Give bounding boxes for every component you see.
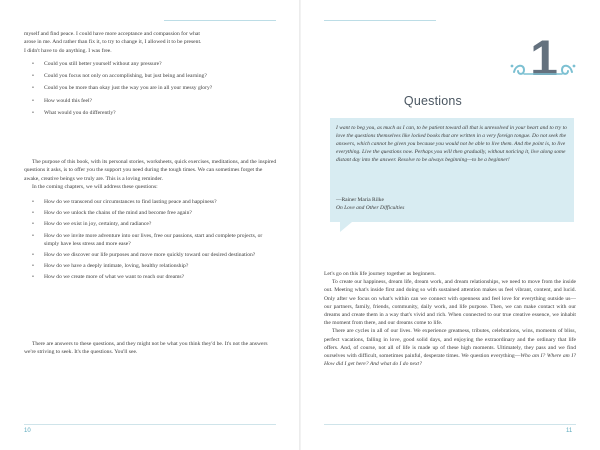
chapter-question-list bbox=[24, 198, 264, 282]
list-item: • Could you be more than okay just the way you are in all your messy glory? bbox=[24, 84, 224, 92]
body-paragraph: Let's go on this life journey together as beginners. bbox=[324, 271, 436, 277]
page-number-left: 10 bbox=[24, 428, 31, 434]
epigraph-work: On Love and Other Difficulties bbox=[336, 205, 405, 212]
list-item: • How do we unlock the chains of the mind and become free again? bbox=[24, 209, 264, 217]
coming-chapters-line: In the coming chapters, we will address these questions: bbox=[32, 183, 158, 190]
left-intro bbox=[24, 30, 278, 55]
intro-question-list bbox=[24, 60, 224, 117]
list-item: • Could you still better yourself without any pressure? bbox=[24, 60, 224, 68]
body-paragraph bbox=[324, 327, 576, 368]
epigraph-author: —Rainer Maria Rilke bbox=[336, 197, 384, 203]
list-item: • Could you focus not only on accomplishing, but just being and learning? bbox=[24, 72, 224, 80]
body-paragraph-text: There are cycles in all of our lives. We experience greatness, tributes, celebrations, wins, moments of bliss, perfect vacations, falling in love, good solid days, and enjoying the extraordinary and the ordinary that life offers. And, of course, not all of life is made up of these high moments. Ultimately, they pass and we find ourselves with difficult, sometimes painful, desperate times. We question everything— bbox=[324, 328, 576, 360]
list-item: • How would this feel? bbox=[24, 97, 224, 105]
list-item: • How do we exist in joy, certainty, and radiance? bbox=[24, 220, 264, 228]
intro-line: myself and find peace. I could have more acceptance and compassion for what bbox=[24, 31, 200, 37]
list-item: • How do we create more of what we want to reach our dreams? bbox=[24, 273, 264, 281]
list-item: • How do we transcend our circumstances to find lasting peace and happiness? bbox=[24, 198, 264, 206]
list-item: • How do we have a deeply intimate, loving, healthy relationship? bbox=[24, 262, 264, 270]
chapter-number: 1 bbox=[530, 30, 558, 86]
left-bottom-rule bbox=[24, 424, 276, 425]
epigraph-text: I want to beg you, as much as I can, to be patient toward all that is unresolved in your heart and to try to love the questions themselves like locked books that are written in a very foreign tongue. Do not seek the answers, which cannot be given you because you would not be able to live them. And the point is, to live everything. Live the questions now. Perhaps you will then gradually, without noticing it, live along some distant day into the answer. Resolve to be always beginning—to be a beginner! bbox=[336, 125, 567, 164]
page-number-right: 11 bbox=[566, 428, 573, 434]
swirl-ornament-icon bbox=[510, 50, 576, 80]
body-paragraph-italic: Who am I? Where am I? How did I get here? And what do I do next? bbox=[324, 353, 576, 368]
purpose-block bbox=[24, 158, 278, 191]
right-top-rule bbox=[324, 20, 436, 21]
intro-line: I didn't have to do anything. I was free. bbox=[24, 47, 112, 54]
list-item: • How do we invite more adventure into our lives, free our passions, start and complete projects, or simply have less stress and more ease? bbox=[24, 232, 264, 248]
purpose-paragraph: The purpose of this book, with its personal stories, worksheets, quick exercises, meditations, and the inspired questions it asks, is to offer you the support you need during the tough times. We can sometimes forget the awake, creative beings we truly are. This is a loving reminder. bbox=[24, 159, 277, 182]
epigraph-tail bbox=[340, 222, 352, 232]
left-top-rule bbox=[164, 20, 276, 21]
list-item: • What would you do differently? bbox=[24, 109, 224, 117]
list-item: • How do we discover our life purposes and move more quickly toward our desired destination? bbox=[24, 251, 264, 259]
right-body-text bbox=[324, 270, 576, 368]
right-bottom-rule bbox=[324, 424, 576, 425]
closing-paragraph: There are answers to these questions, and they might not be what you think they'd be. It's not the answers we're striving to seek. It's the questions. You'll see. bbox=[24, 341, 268, 356]
body-paragraph: To create our happiness, dream life, dream work, and dream relationships, we need to move from the inside out. Meeting what's inside first and doing so with sustained attention makes us feel vibrant, content, and lucid. Only after we focus on what's within can we connect with openness and feel love for everything outside us—our partners, family, friends, community, daily work, and life purpose. Then, we can make contact with our dreams and create them in a way that's vivid and rich. When connected to our true creative essence, we inhabit the moment from there, and our dreams come to life. bbox=[324, 279, 576, 327]
intro-line: arose in me. And rather than fix it, to try to change it, I allowed it to be present. bbox=[24, 39, 202, 46]
epigraph-attribution bbox=[336, 196, 570, 212]
chapter-title: Questions bbox=[403, 94, 462, 108]
